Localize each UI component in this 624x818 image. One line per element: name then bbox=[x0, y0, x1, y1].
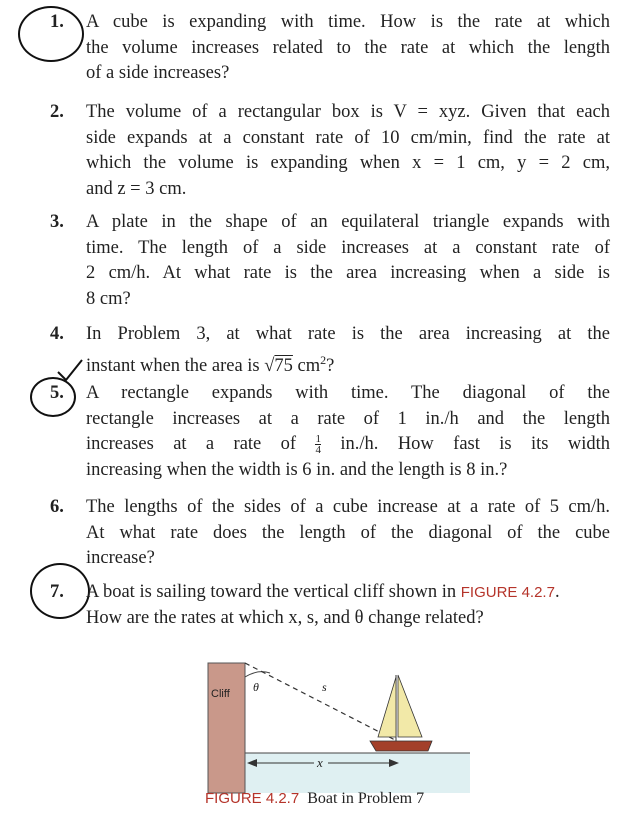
theta-arc bbox=[245, 672, 270, 677]
boat-cliff-figure bbox=[200, 640, 470, 800]
figure-caption bbox=[205, 790, 424, 808]
line-text: increases at a rate of bbox=[86, 434, 297, 454]
problem-line: time. The length of a side increases at a constant rate of bbox=[86, 237, 610, 258]
line-text: A boat is sailing toward the vertical cliff shown in bbox=[86, 582, 461, 602]
figure-caption-label: FIGURE 4.2.7 bbox=[205, 790, 300, 807]
line-end: . bbox=[554, 582, 560, 602]
theta-label: θ bbox=[253, 680, 259, 694]
sqrt-value: 75 bbox=[274, 355, 293, 376]
unit: cm bbox=[292, 355, 321, 376]
boat-sail-front bbox=[378, 677, 396, 737]
line-end: ? bbox=[326, 355, 335, 376]
problem-line: The lengths of the sides of a cube increase at a rate of 5 cm/h. bbox=[86, 497, 610, 517]
problem-line: The volume of a rectangular box is V = xyz. Given that each bbox=[86, 102, 610, 122]
problem-number: 1. bbox=[50, 12, 64, 32]
problem-line: instant when the area is √75 $cm^2$? bbox=[86, 352, 335, 376]
problem-line: of a side increases? bbox=[86, 63, 230, 83]
line-text: instant when the area is bbox=[86, 355, 265, 376]
problem-line: increasing when the width is 6 in. and the length is 8 in.? bbox=[86, 459, 508, 480]
fraction-denominator: 4 bbox=[315, 444, 321, 457]
problem-number: 5. bbox=[50, 383, 64, 403]
problem-number: 6. bbox=[50, 497, 64, 517]
problem-line: 2 cm/h. At what rate is the area increasing when a side is bbox=[86, 263, 610, 283]
figure-caption-text: Boat in Problem 7 bbox=[307, 790, 425, 807]
problem-line bbox=[86, 580, 610, 606]
line-text: in./h. How fast is its width bbox=[340, 434, 611, 454]
problem-line: A rectangle expands with time. The diagonal of the bbox=[86, 383, 610, 403]
problem-line: In Problem 3, at what rate is the area increasing at the bbox=[86, 324, 610, 344]
problem-line: the volume increases related to the rate at which the length bbox=[86, 37, 610, 58]
problem-number: 7. bbox=[50, 582, 64, 602]
cliff-label: Cliff bbox=[211, 688, 230, 700]
x-label: x bbox=[317, 755, 323, 770]
problem-number: 3. bbox=[50, 212, 64, 232]
distance-s-line bbox=[245, 663, 395, 740]
boat-hull bbox=[370, 741, 432, 751]
problem-line: A cube is expanding with time. How is the rate at which bbox=[86, 12, 610, 32]
problem-line: A plate in the shape of an equilateral triangle expands with bbox=[86, 212, 610, 232]
problem-number: 4. bbox=[50, 324, 64, 344]
problem-line: rectangle increases at a rate of 1 in./h and the length bbox=[86, 408, 610, 429]
s-label: s bbox=[322, 680, 327, 694]
boat-sail-main bbox=[398, 675, 422, 737]
problem-line: increase? bbox=[86, 548, 155, 568]
problem-line: side expands at a constant rate of 10 cm/min, find the rate at bbox=[86, 127, 610, 148]
water bbox=[245, 753, 470, 793]
fraction-numerator: 1 bbox=[315, 433, 321, 446]
problem-line: How are the rates at which x, s, and θ change related? bbox=[86, 607, 484, 628]
problem-line: 8 cm? bbox=[86, 288, 131, 309]
problem-line bbox=[86, 432, 610, 458]
problem-line: and z = 3 cm. bbox=[86, 178, 187, 199]
cliff bbox=[208, 663, 245, 793]
problem-line: At what rate does the length of the diagonal of the cube bbox=[86, 522, 610, 543]
figure-reference: FIGURE 4.2.7 bbox=[460, 584, 555, 601]
problem-number: 2. bbox=[50, 102, 64, 122]
problem-line: which the volume is expanding when x = 1 cm, y = 2 cm, bbox=[86, 153, 610, 173]
exponent: 2 bbox=[320, 352, 327, 367]
fraction bbox=[315, 434, 321, 455]
